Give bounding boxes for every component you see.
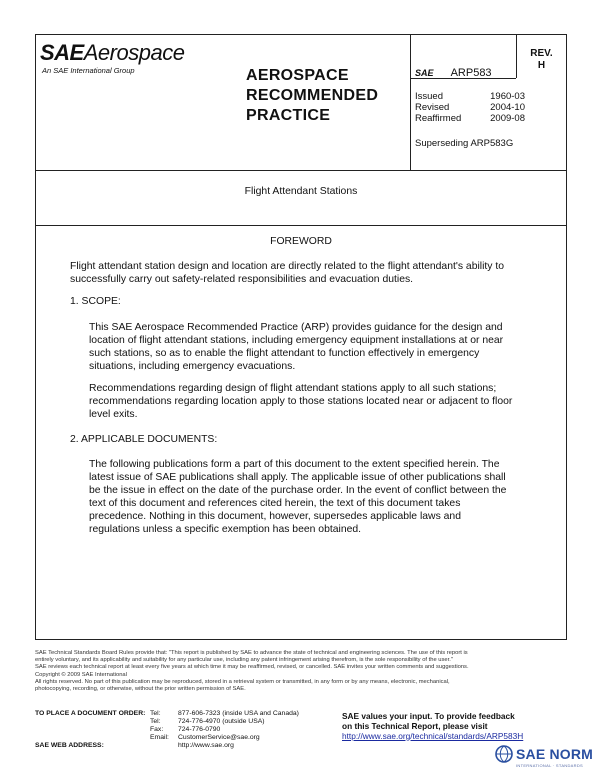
sae-badge: SAE xyxy=(415,68,434,78)
feedback-box: SAE values your input. To provide feedback on this Technical Report, please visit http://www.sae.org/technical/standards/ARP583H xyxy=(342,712,562,741)
rev-label: REV. xyxy=(530,48,553,59)
date-table xyxy=(415,91,525,124)
title-divider xyxy=(35,225,567,226)
date-row: Issued 1960-03 xyxy=(415,91,525,102)
foreword-text: Flight attendant station design and location are directly related to the flight attendant's ability to successfully carry out safety-related responsibilities and evacuation duties. xyxy=(70,261,505,285)
doc-type-line: AEROSPACE xyxy=(246,67,349,84)
logo-sae-text: SAE xyxy=(40,40,84,65)
logo-aerospace-text: Aerospace xyxy=(83,40,185,65)
foreword-heading: FOREWORD xyxy=(270,236,332,247)
document-number-row xyxy=(415,67,492,79)
applicable-documents-paragraph: The following publications form a part of this document to the extent specified herein. The latest issue of SAE publications shall apply. The applicable issue of other publications shall be the issue in effect on the date of the purchase order. In the event of conflict between the text of this document and references cited herein, the text of this document takes precedence. Nothing in this document, however, supersedes applicable laws and regulations unless a specific exemption has been obtained. xyxy=(89,459,507,535)
section-heading-scope: 1. SCOPE: xyxy=(70,296,121,307)
document-number: ARP583 xyxy=(450,67,492,79)
watermark-text: SAE NORM xyxy=(516,746,594,762)
header-divider xyxy=(35,170,567,171)
web-address-row: SAE WEB ADDRESS: http://www.sae.org xyxy=(35,742,234,750)
date-row: Reaffirmed 2009-08 xyxy=(415,113,525,124)
feedback-link[interactable]: http://www.sae.org/technical/standards/ARP583H xyxy=(342,730,524,741)
doc-type-line: RECOMMENDED xyxy=(246,87,379,104)
watermark-subtext: INTERNATIONAL · STANDARDS xyxy=(516,763,583,768)
sae-web-link[interactable]: http://www.sae.org xyxy=(178,742,234,750)
document-title: Flight Attendant Stations xyxy=(244,186,358,197)
document-type xyxy=(246,66,378,126)
order-row: Tel: 724-776-4970 (outside USA) xyxy=(150,718,265,726)
sae-aerospace-logo xyxy=(40,40,184,66)
customer-service-email[interactable]: CustomerService@sae.org xyxy=(178,734,260,742)
scope-paragraph-2: Recommendations regarding design of flight attendant stations apply to all such stations; recommendations regarding location apply to those stations located near or adjacent to floor level exits. xyxy=(89,383,513,420)
order-info xyxy=(35,710,315,750)
globe-icon xyxy=(494,745,514,763)
date-row: Revised 2004-10 xyxy=(415,102,525,113)
section-heading-applicable-documents: 2. APPLICABLE DOCUMENTS: xyxy=(70,434,218,445)
order-row: TO PLACE A DOCUMENT ORDER: Tel: 877-606-7323 (inside USA and Canada) xyxy=(35,710,299,717)
header-column-divider xyxy=(410,34,411,170)
scope-paragraph-1: This SAE Aerospace Recommended Practice (ARP) provides guidance for the design and location of flight attendant stations, including emergency equipment installations at or near such stations, so as to enable the flight attendant to function effectively in emergency situations, including emergency evacuations. xyxy=(89,322,504,372)
logo-subtitle: An SAE International Group xyxy=(42,66,135,75)
revision-box xyxy=(516,48,567,72)
superseding-note: Superseding ARP583G xyxy=(415,138,514,149)
rev-value: H xyxy=(537,60,546,71)
order-row: Email: CustomerService@sae.org xyxy=(150,734,260,742)
footer-policy: SAE Technical Standards Board Rules provide that: "This report is published by SAE to advance the state of technical and engineering sciences. The use of this report is entirely voluntary, and its applicability and suitability for any particular use, including any patent infringement arising therefrom, is the sole responsibility of the user." SAE reviews each technical report at least every five years at which time it may be reaffirmed, revised, or cancelled. SAE invites your written comments and suggestions. Copyright © 2009 SAE International All rights reserved. No part of this publication may be reproduced, stored in a retrieval system or transmitted, in any form or by any means, electronic, mechanical, photocopying, recording, or otherwise, without the prior written permission of SAE. xyxy=(35,650,469,693)
doc-type-line: PRACTICE xyxy=(246,107,331,124)
order-row: Fax: 724-776-0790 xyxy=(150,726,221,734)
sae-norm-watermark xyxy=(494,745,598,775)
